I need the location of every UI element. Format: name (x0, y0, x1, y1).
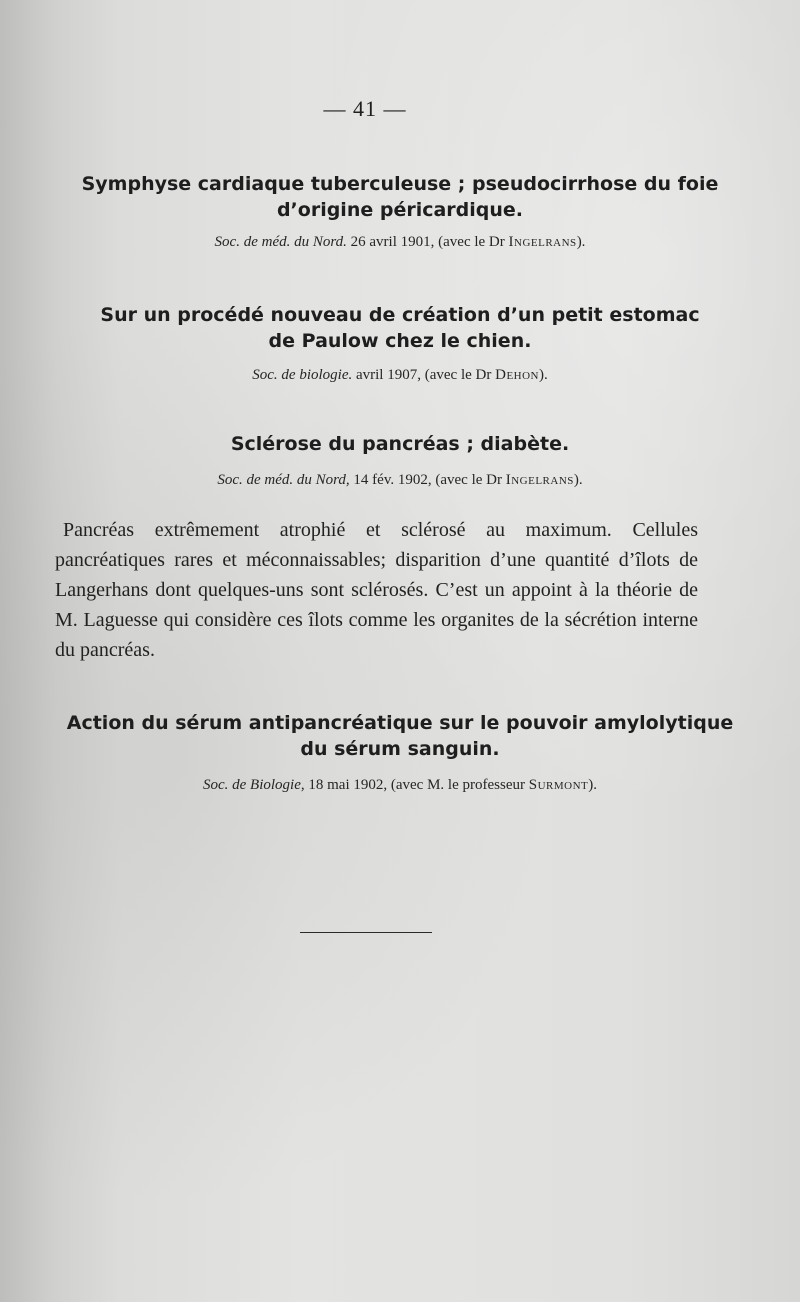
entry-4-title (40, 710, 760, 762)
entry-3-title-line-1: Sclérose du pancréas ; diabète. (230, 433, 570, 455)
entry-2-collab-name: Dehon (495, 367, 539, 383)
entry-2-title (40, 302, 760, 354)
entry-1-collab-name: Ingelrans (508, 234, 577, 250)
entry-3-title (40, 431, 760, 457)
entry-1-title-line-1: Symphyse cardiaque tuberculeuse ; pseudocirrhose du foie (81, 173, 719, 195)
entry-1-collab-suffix: ). (576, 234, 586, 250)
entry-3-citation (40, 470, 760, 490)
entry-4-collab-name: Surmont (528, 777, 589, 793)
entry-1-collab-prefix: (avec le Dr (438, 234, 505, 250)
entry-4-title-line-1: Action du sérum antipancréatique sur le pouvoir amylolytique (66, 712, 734, 734)
entry-2-collab-suffix: ). (539, 367, 548, 383)
entry-2-collab-prefix: (avec le Dr (424, 367, 492, 383)
entry-3-collab-suffix: ). (573, 472, 583, 488)
entry-3-collab-prefix: (avec le Dr (435, 472, 502, 488)
entry-2-citation (40, 365, 760, 385)
entry-3-abstract (55, 515, 698, 665)
entry-2-title-line-2: de Paulow chez le chien. (268, 330, 532, 352)
entry-1-journal: Soc. de méd. du Nord. (214, 234, 347, 250)
entry-4-journal: Soc. de Biologie, (202, 777, 305, 793)
entry-3-abstract-text: Pancréas extrêmement atrophié et sclérosé au maximum. Cellules pancréatiques rares et méconnaissables; disparition d’une quantité d’îlots de Langerhans dont quelques-uns sont sclérosés. C’est un appoint à la théorie de M. Laguesse qui considère ces îlots comme les organites de la sécrétion interne du pancréas. (55, 519, 698, 661)
entry-2-date: avril 1907, (355, 367, 421, 383)
entry-4-collab-suffix: ). (588, 777, 597, 793)
entry-4-collab-prefix: (avec M. le professeur (390, 777, 525, 793)
entry-3-journal: Soc. de méd. du Nord, (217, 472, 350, 488)
entry-3-collab-name: Ingelrans (505, 472, 574, 488)
end-rule-divider (300, 932, 432, 933)
entry-3-date: 14 fév. 1902, (353, 472, 432, 488)
entry-1-date: 26 avril 1901, (350, 234, 435, 250)
entry-1-citation (40, 232, 760, 252)
page-number: — 41 — (323, 96, 407, 121)
entry-4-date: 18 mai 1902, (308, 777, 388, 793)
entry-2-journal: Soc. de biologie. (252, 367, 353, 383)
entry-1-title-line-2: d’origine péricardique. (276, 199, 524, 221)
entry-4-citation (40, 775, 760, 795)
entry-2-title-line-1: Sur un procédé nouveau de création d’un petit estomac (100, 304, 700, 326)
entry-1-title (40, 171, 760, 223)
entry-4-title-line-2: du sérum sanguin. (300, 738, 500, 760)
